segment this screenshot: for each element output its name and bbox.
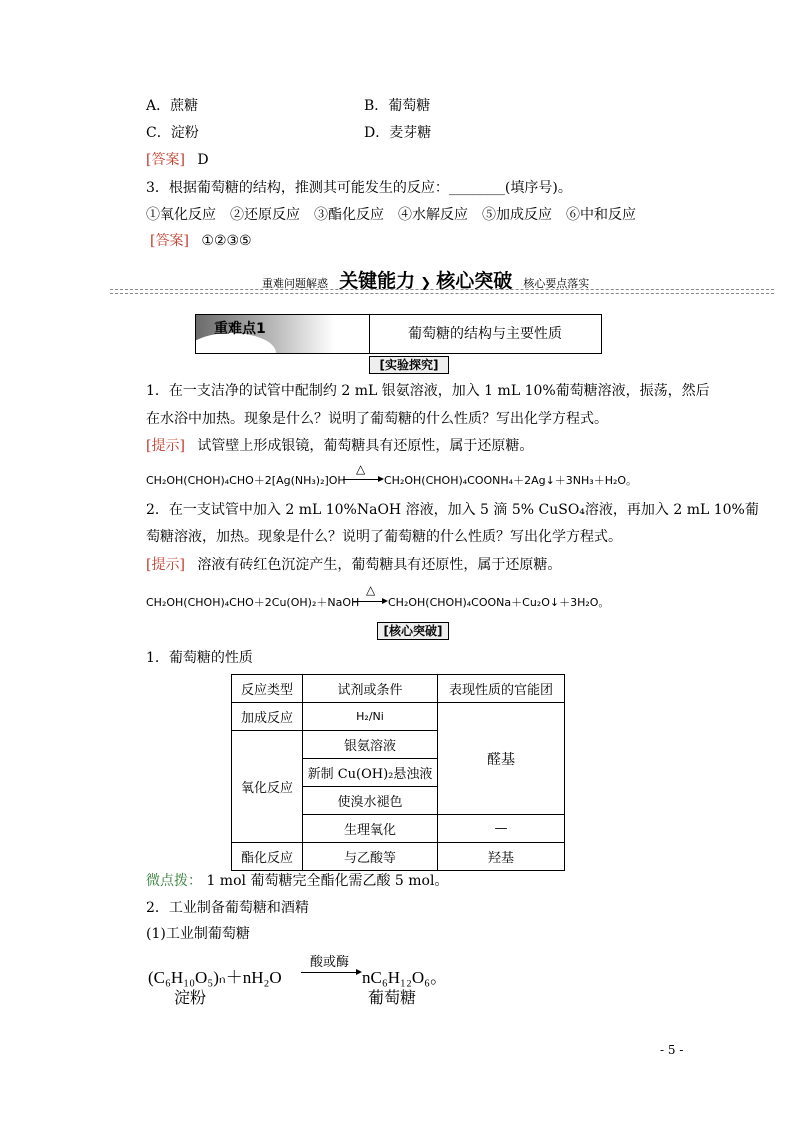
tip	[146, 871, 448, 891]
answer-value: ①②③⑤	[201, 233, 252, 249]
answer-value: D	[197, 152, 209, 168]
hint-tag: [提示]	[146, 438, 185, 454]
answer-tag: [答案]	[150, 233, 189, 249]
experiment-tag: [实验探究]	[369, 356, 449, 374]
question-3: 3．根据葡萄糖的结构，推测其可能发生的反应：________(填序号)。	[146, 180, 572, 196]
section-2-title: 2．工业制备葡萄糖和酒精	[146, 900, 309, 916]
tip-label: 微点拨：	[146, 873, 202, 889]
table-cell: 羟基	[438, 843, 565, 871]
answer-tag: [答案]	[146, 152, 185, 168]
table-cell: H₂/Ni	[303, 703, 438, 731]
properties-table	[231, 674, 565, 871]
banner-right: 核心要点落实	[523, 277, 590, 290]
table-cell: 与乙酸等	[303, 843, 438, 871]
exp1-line-2: 在水浴中加热。现象是什么？说明了葡萄糖的什么性质？写出化学方程式。	[146, 411, 608, 427]
hint-text: 试管壁上形成银镜，葡萄糖具有还原性，属于还原糖。	[197, 438, 534, 454]
table-cell: 生理氧化	[303, 815, 438, 843]
table-cell: 醛基	[438, 703, 565, 815]
exp2-line-2: 萄糖溶液，加热。现象是什么？说明了葡萄糖的什么性质？写出化学方程式。	[146, 529, 622, 545]
table-row	[232, 703, 565, 731]
banner-rule	[110, 293, 774, 294]
reaction-arrow-icon	[353, 601, 383, 602]
exp2-eq-right: CH₂OH(CHOH)₄COONa＋Cu₂O↓＋3H₂O。	[388, 596, 610, 609]
formula-right: nC₆H₁₂O₆。	[362, 968, 448, 987]
table-cell: 银氨溶液	[303, 731, 438, 759]
question-3-choices: ①氧化反应 ②还原反应 ③酯化反应 ④水解反应 ⑤加成反应 ⑥中和反应	[146, 207, 636, 223]
section-2-subtitle: (1)工业制葡萄糖	[146, 926, 250, 942]
formula-label-glucose: 葡萄糖	[368, 988, 417, 1007]
exp2-eq-left: CH₂OH(CHOH)₄CHO＋2Cu(OH)₂＋NaOH	[146, 596, 360, 609]
banner-main-2: 核心突破	[436, 270, 513, 292]
hint-tag: [提示]	[146, 557, 185, 573]
section-label-cell	[196, 315, 370, 353]
table-row	[232, 675, 565, 703]
banner-left: 重难问题解惑	[262, 277, 328, 290]
table-row	[232, 843, 565, 871]
table-header: 反应类型	[232, 675, 303, 703]
answer-3	[150, 231, 252, 251]
banner-main-1: 关键能力	[339, 270, 416, 292]
section-label: 重难点1	[214, 321, 266, 337]
table-cell: 酯化反应	[232, 843, 303, 871]
tip-text: 1 mol 葡萄糖完全酯化需乙酸 5 mol。	[206, 873, 449, 889]
option-a: A．蔗糖	[146, 98, 199, 114]
table-cell: 使溴水褪色	[303, 787, 438, 815]
option-d: D．麦芽糖	[364, 125, 432, 141]
exp1-hint	[146, 436, 533, 456]
section-header-box	[195, 314, 602, 354]
banner-arrow-icon: ❯	[420, 276, 432, 291]
reaction-arrow-icon	[301, 972, 357, 973]
exp2-line-1: 2．在一支试管中加入 2 mL 10%NaOH 溶液，加入 5 滴 5% CuSO₄溶液，再加入 2 mL 10%葡	[146, 502, 759, 518]
answer-1	[146, 150, 209, 170]
option-c: C．淀粉	[146, 125, 199, 141]
exp2-eq-condition: △	[366, 583, 376, 597]
core-tag: [核心突破]	[377, 622, 449, 640]
option-b: B．葡萄糖	[364, 98, 431, 114]
banner-rule	[110, 289, 774, 290]
table-cell: 氧化反应	[232, 731, 303, 843]
exp1-eq-right: CH₂OH(CHOH)₄COONH₄＋2Ag↓＋3NH₃＋H₂O。	[384, 474, 638, 487]
table-header: 表现性质的官能团	[438, 675, 565, 703]
table-cell: 加成反应	[232, 703, 303, 731]
exp1-line-1: 1．在一支洁净的试管中配制约 2 mL 银氨溶液，加入 1 mL 10%葡萄糖溶液，振荡，然后	[146, 383, 710, 399]
formula-label-starch: 淀粉	[174, 988, 207, 1007]
page-number: - 5 -	[660, 1043, 684, 1057]
exp2-hint	[146, 555, 561, 575]
section-title: 葡萄糖的结构与主要性质	[408, 326, 562, 342]
table-cell: 新制 Cu(OH)₂悬浊液	[303, 759, 438, 787]
exp1-eq-condition: △	[356, 462, 366, 476]
exp1-eq-left: CH₂OH(CHOH)₄CHO＋2[Ag(NH₃)₂]OH	[146, 474, 346, 487]
table-cell: —	[438, 815, 565, 843]
formula-left: (C₆H₁₀O₅)ₙ＋nH₂O	[148, 968, 282, 987]
properties-title: 1．葡萄糖的性质	[146, 650, 253, 666]
table-header: 试剂或条件	[303, 675, 438, 703]
formula-condition: 酸或酶	[310, 955, 350, 970]
reaction-arrow-icon	[343, 479, 379, 480]
hint-text: 溶液有砖红色沉淀产生，葡萄糖具有还原性，属于还原糖。	[197, 557, 562, 573]
